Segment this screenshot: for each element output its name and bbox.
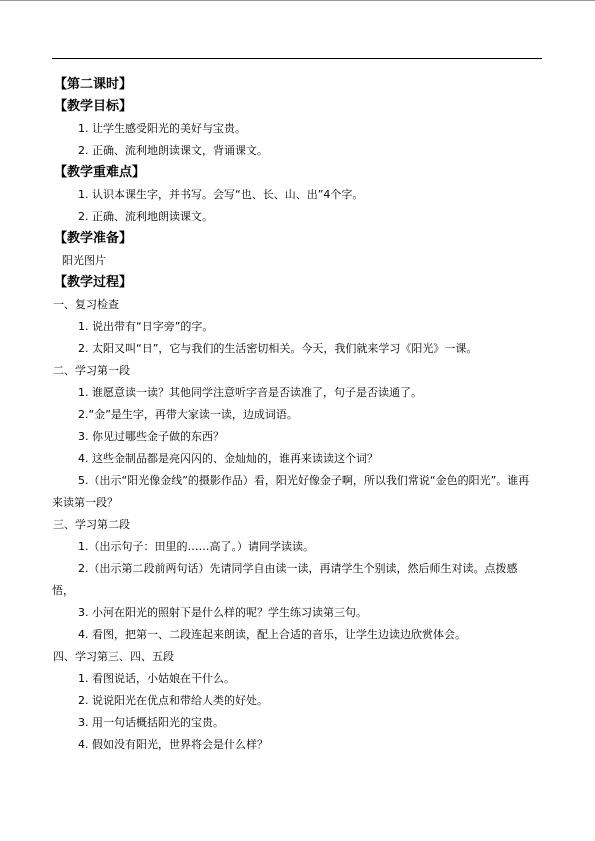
key-point-item: 2. 正确、流利地朗读课文。 [78,210,213,223]
process-item: 4. 假如没有阳光，世界将会是什么样？ [78,738,268,751]
section-title: 四、学习第三、四、五段 [53,650,174,663]
prep-heading: 【教学准备】 [54,231,133,246]
process-item: 2. 说说阳光在优点和带给人类的好处。 [78,694,268,707]
process-item: 2.“金”是生字，再带大家读一读，边成词语。 [78,408,298,421]
process-item: 2. 太阳又叫“日”，它与我们的生活密切相关。今天，我们就来学习《阳光》一课。 [78,342,478,355]
top-border-line [0,0,595,1]
goal-item: 2. 正确、流利地朗读课文，背诵课文。 [78,144,268,157]
prep-text: 阳光图片 [62,254,106,267]
goal-item: 1. 让学生感受阳光的美好与宝贵。 [78,122,246,135]
section-title: 一、复习检查 [53,298,119,311]
process-item: 3. 小河在阳光的照射下是什么样的呢？学生练习读第三句。 [78,606,367,619]
process-item: 3. 你见过哪些金子做的东西？ [78,430,224,443]
key-points-heading: 【教学重难点】 [54,165,146,180]
section-title: 三、学习第二段 [53,518,130,531]
process-item: 1.（出示句子：田里的……高了。）请同学读读。 [78,540,314,553]
header-rule [52,58,542,59]
process-item: 4. 看图，把第一、二段连起来朗读，配上合适的音乐，让学生边读边欣赏体会。 [78,628,466,641]
process-item: 3. 用一句话概括阳光的宝贵。 [78,716,224,729]
process-heading: 【教学过程】 [54,275,133,290]
process-item: 1. 说出带有“日字旁”的字。 [78,320,214,333]
process-item: 4. 这些金制品都是亮闪闪的、金灿灿的，谁再来读读这个词？ [78,452,378,465]
process-item: 1. 看图说话，小姑娘在干什么。 [78,672,235,685]
goals-heading: 【教学目标】 [54,99,133,114]
process-item: 5.（出示“阳光像金线”的摄影作品）看，阳光好像金子啊，所以我们常说“金色的阳光”。谁再来读第一段？ [52,474,530,509]
key-point-item: 1. 认识本课生字，并书写。会写“也、长、山、出”4个字。 [78,188,364,201]
section-title: 二、学习第一段 [53,364,130,377]
document-body [52,74,542,756]
process-item: 1. 谁愿意读一读？其他同学注意听字音是否读准了，句子是否读通了。 [78,386,422,399]
lesson-heading: 【第二课时】 [54,77,133,92]
process-item: 2.（出示第二段前两句话）先请同学自由读一读，再请学生个别读，然后师生对读。点拨感悟， [52,562,518,597]
